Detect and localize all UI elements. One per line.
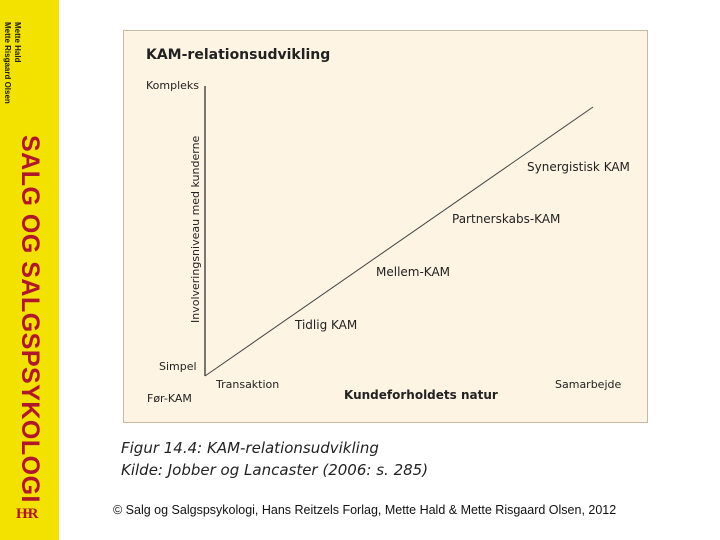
y-axis-title: Involveringsniveau med kunderne <box>189 135 202 323</box>
diagram-canvas <box>124 31 649 424</box>
y-bottom-label: Simpel <box>159 360 197 373</box>
authors-label <box>3 22 36 122</box>
x-right-label: Samarbejde <box>555 378 622 391</box>
development-line <box>205 107 593 376</box>
book-title: SALG OG SALGSPSYKOLOGI <box>16 135 44 503</box>
caption-line-2: Kilde: Jobber og Lancaster (2006: s. 285) <box>121 461 429 479</box>
copyright-footer: © Salg og Salgspsykologi, Hans Reitzels Forlag, Mette Hald & Mette Risgaard Olsen, 2012 <box>113 503 617 517</box>
author-line-2: Mette Risgaard Olsen <box>3 22 12 104</box>
author-line-1: Mette Hald <box>13 22 22 63</box>
publisher-logo: H̶R <box>16 506 39 522</box>
caption-line-1: Figur 14.4: KAM-relationsudvikling <box>121 439 379 457</box>
stage-label-4: Synergistisk KAM <box>527 160 630 174</box>
diagram-title: KAM-relationsudvikling <box>146 47 331 63</box>
origin-label: Før-KAM <box>147 392 192 405</box>
y-top-label: Kompleks <box>146 79 200 92</box>
book-sidebar <box>0 0 59 540</box>
x-left-label: Transaktion <box>216 378 280 391</box>
x-axis-title: Kundeforholdets natur <box>344 388 498 402</box>
kam-diagram <box>123 30 648 423</box>
figure-caption <box>121 437 428 481</box>
stage-label-2: Mellem-KAM <box>376 265 451 279</box>
stage-label-1: Tidlig KAM <box>295 318 358 332</box>
stage-label-3: Partnerskabs-KAM <box>452 212 561 226</box>
